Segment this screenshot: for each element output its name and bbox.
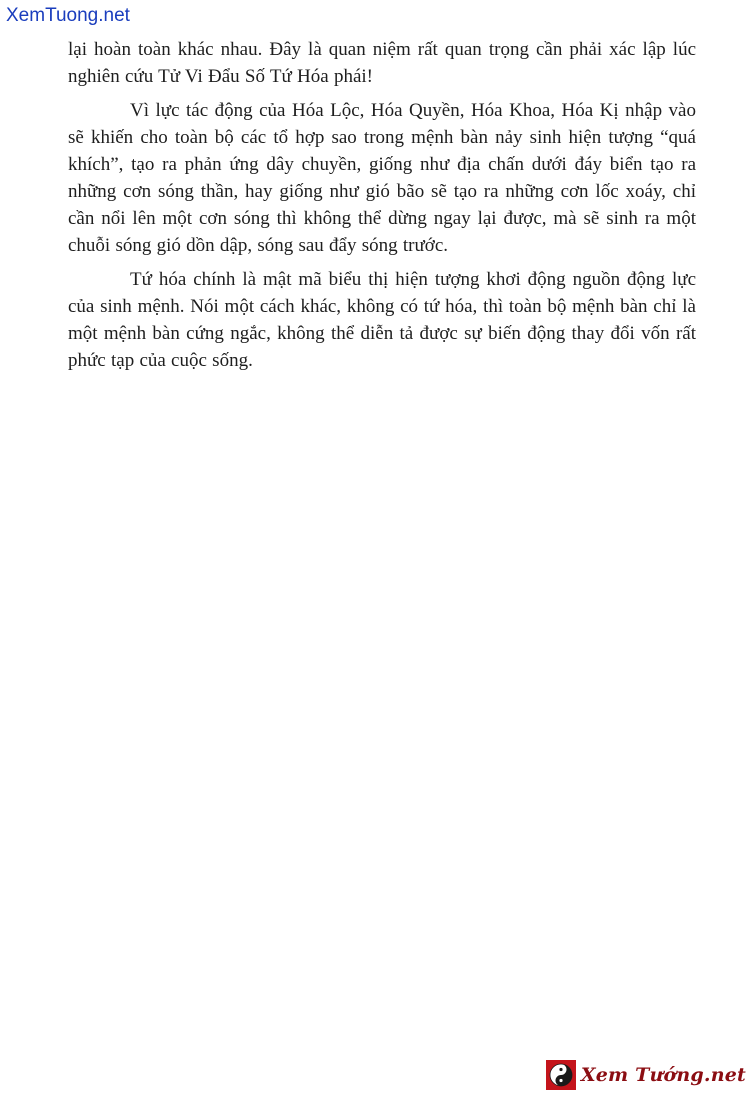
site-watermark-link[interactable]: XemTuong.net — [6, 5, 130, 26]
paragraph-3: Tứ hóa chính là mật mã biểu thị hiện tượng khơi động nguồn động lực của sinh mệnh. Nói một cách khác, không có tứ hóa, thì toàn bộ mệnh bàn chỉ là một mệnh bàn cứng ngắc, không thể diễn tả được sự biến động thay đổi vốn rất phức tạp của cuộc sống. — [68, 269, 696, 371]
paragraph-2: Vì lực tác động của Hóa Lộc, Hóa Quyền, Hóa Khoa, Hóa Kị nhập vào sẽ khiến cho toàn bộ các tổ hợp sao trong mệnh bàn nảy sinh hiện tượng “quá khích”, tạo ra phản ứng dây chuyền, giống như địa chấn dưới đáy biển tạo ra những cơn sóng thần, hay giống như gió bão sẽ tạo ra những cơn lốc xoáy, chỉ cần nổi lên một cơn sóng thì không thể dừng ngay lại được, mà sẽ sinh ra một chuỗi sóng gió dồn dập, sóng sau đẩy sóng trước. — [68, 100, 696, 256]
document-body — [68, 36, 696, 381]
yin-yang-icon — [549, 1063, 573, 1087]
brand-logo[interactable] — [546, 1060, 746, 1090]
logo-text: Xem Tướng.net — [580, 1064, 746, 1086]
logo-emblem — [546, 1060, 576, 1090]
paragraph-1: lại hoàn toàn khác nhau. Đây là quan niệm rất quan trọng cần phải xác lập lúc nghiên cứu Tử Vi Đẩu Số Tứ Hóa phái! — [68, 39, 696, 87]
